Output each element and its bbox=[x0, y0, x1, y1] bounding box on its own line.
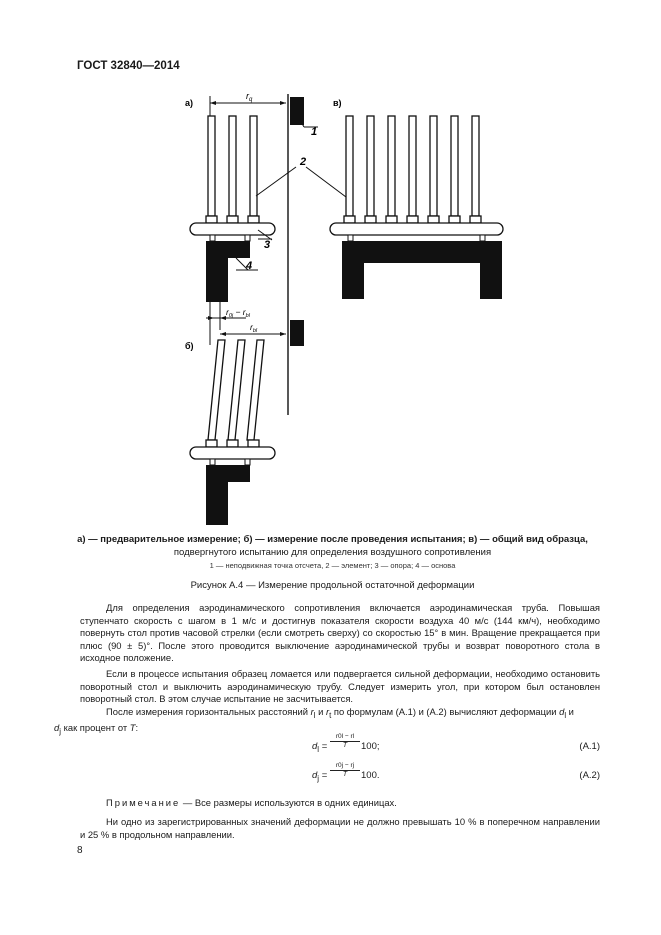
panel-label-a: а) bbox=[185, 98, 194, 108]
elements-c bbox=[344, 116, 481, 223]
reference-point-block bbox=[290, 97, 304, 125]
callout-1: 1 bbox=[311, 126, 318, 138]
callout-3: 3 bbox=[264, 239, 271, 251]
figure-title: Рисунок А.4 — Измерение продольной остаточной деформации bbox=[190, 580, 475, 591]
formula-a1: $d_l$ = $\frac{r0l - rl}{T}$ 100; (А.1) bbox=[312, 733, 600, 754]
paragraph-2: Если в процессе испытания образец ломается или подвергается сильной деформации, необходимо остановить поворотный стол и выключить аэродинамическую трубу. Следует измерить угол, при котором был остановлен поворотный стол. В этом случае испытание не засчитывается. bbox=[80, 668, 600, 705]
panel-label-c: в) bbox=[333, 98, 342, 108]
dim-label-diff: $r_{0j} - r_{bl}$ bbox=[226, 307, 250, 319]
callout-4: 4 bbox=[246, 260, 253, 272]
document-header: ГОСТ 32840—2014 bbox=[77, 60, 180, 72]
dim-label-rbl: $r_{bl}$ bbox=[250, 322, 258, 334]
figure-legend: 1 — неподвижная точка отсчета, 2 — элемент; 3 — опора; 4 — основа bbox=[209, 561, 456, 570]
elements-b bbox=[206, 340, 264, 447]
note: Примечание — Все размеры используются в одних единицах. bbox=[106, 797, 397, 808]
elements-a bbox=[206, 116, 259, 223]
base-b bbox=[206, 465, 250, 525]
final-paragraph: Ни одно из зарегистрированных значений деформации не должно превышать 10 % в поперечном направлении и 25 % в продольном направлении. bbox=[80, 816, 600, 840]
figure-caption bbox=[60, 533, 605, 559]
paragraph-1: Для определения аэродинамического сопротивления включается аэродинамическая труба. Повышая ступенчато скорость с шагом в 1 м/с и достигнув показателя скорости воздуха 40 м/с (144 км/ч), необходимо повернуть стол против часовой стрелки (если смотреть сверху) со скоростью 15° в мин. Вращение прекращается при плюс (90 ± 5)°. После этого проводится выключение аэродинамической трубы и возврат поворотного стола в исходное положение. bbox=[80, 602, 600, 664]
base-a bbox=[206, 241, 253, 302]
support-c bbox=[330, 223, 503, 235]
panel-label-b: б) bbox=[185, 341, 194, 351]
paragraph-3: После измерения горизонтальных расстояний $r_l$ и $r_t$ по формулам (А.1) и (А.2) вычисляют деформации $d_l$ и $d_j$ как процент от T: bbox=[54, 706, 574, 737]
formula-a2: $d_j$ = $\frac{r0j - rj}{T}$ 100. (А.2) bbox=[312, 762, 600, 783]
base-c bbox=[342, 241, 502, 299]
page-number: 8 bbox=[77, 845, 83, 856]
support-b bbox=[190, 447, 275, 459]
dim-label-rq: $r_q$ bbox=[246, 91, 253, 103]
callout-2: 2 bbox=[300, 156, 307, 168]
reference-point-block-b bbox=[290, 320, 304, 346]
figure-caption-line1: а) — предварительное измерение; б) — измерение после проведения испытания; в) — общий вид образца, bbox=[77, 534, 588, 545]
figure-caption-line2: подвергнутого испытанию для определения воздушного сопротивления bbox=[173, 547, 492, 558]
